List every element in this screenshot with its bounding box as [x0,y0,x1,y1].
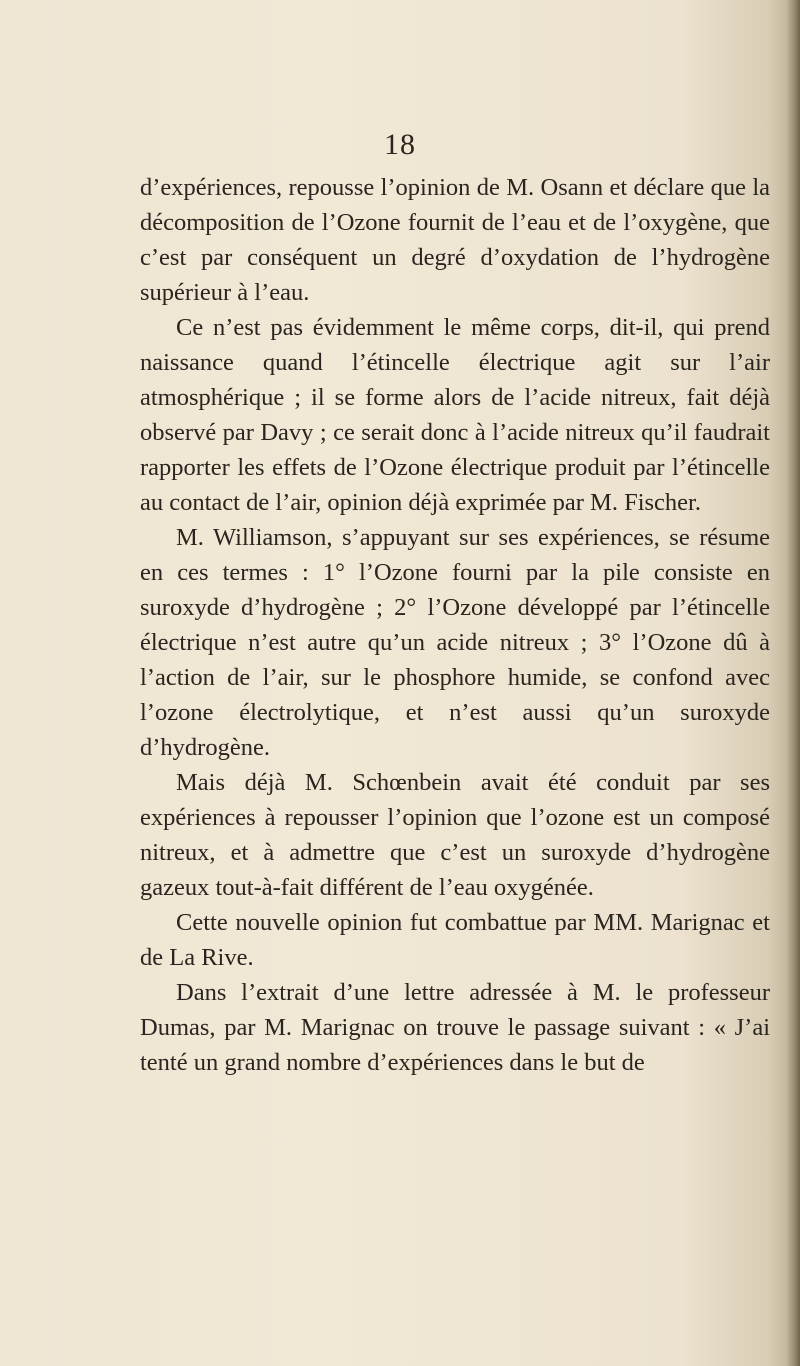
paragraph-4: Mais déjà M. Schœnbein avait été conduit par ses expériences à repousser l’opinion que l’ozone est un composé nitreux, et à admettre que c’est un suroxyde d’hydrogène gazeux tout-à-fait différent de l’eau oxygénée. [140,769,770,901]
paragraph-2: Ce n’est pas évidemment le même corps, dit-il, qui prend naissance quand l’étincelle électrique agit sur l’air atmosphérique ; il se forme alors de l’acide nitreux, fait déjà observé par Davy ; ce serait donc à l’acide nitreux qu’il faudrait rapporter les effets de l’Ozone électrique produit par l’étincelle au contact de l’air, opinion déjà exprimée par M. Fischer. [140,314,770,516]
paragraph-6: Dans l’extrait d’une lettre adressée à M. le professeur Dumas, par M. Marignac on trouve le passage suivant : « J’ai tenté un grand nombre d’expériences dans le but de [140,979,770,1076]
paragraph-5: Cette nouvelle opinion fut combattue par MM. Marignac et de La Rive. [140,909,770,971]
page-number: 18 [384,128,416,161]
page-edge-shadow [786,0,800,1366]
paragraph-1: d’expériences, repousse l’opinion de M. Osann et déclare que la décomposition de l’Ozone fournit de l’eau et de l’oxygène, que c’est par conséquent un degré d’oxydation de l’hydrogène supérieur à l’eau. [140,174,770,306]
body-text [140,170,770,1080]
paragraph-3: M. Williamson, s’appuyant sur ses expériences, se résume en ces termes : 1° l’Ozone fourni par la pile consiste en suroxyde d’hydrogène ; 2° l’Ozone développé par l’étincelle électrique n’est autre qu’un acide nitreux ; 3° l’Ozone dû à l’action de l’air, sur le phosphore humide, se confond avec l’ozone électrolytique, et n’est aussi qu’un suroxyde d’hydrogène. [140,524,770,761]
